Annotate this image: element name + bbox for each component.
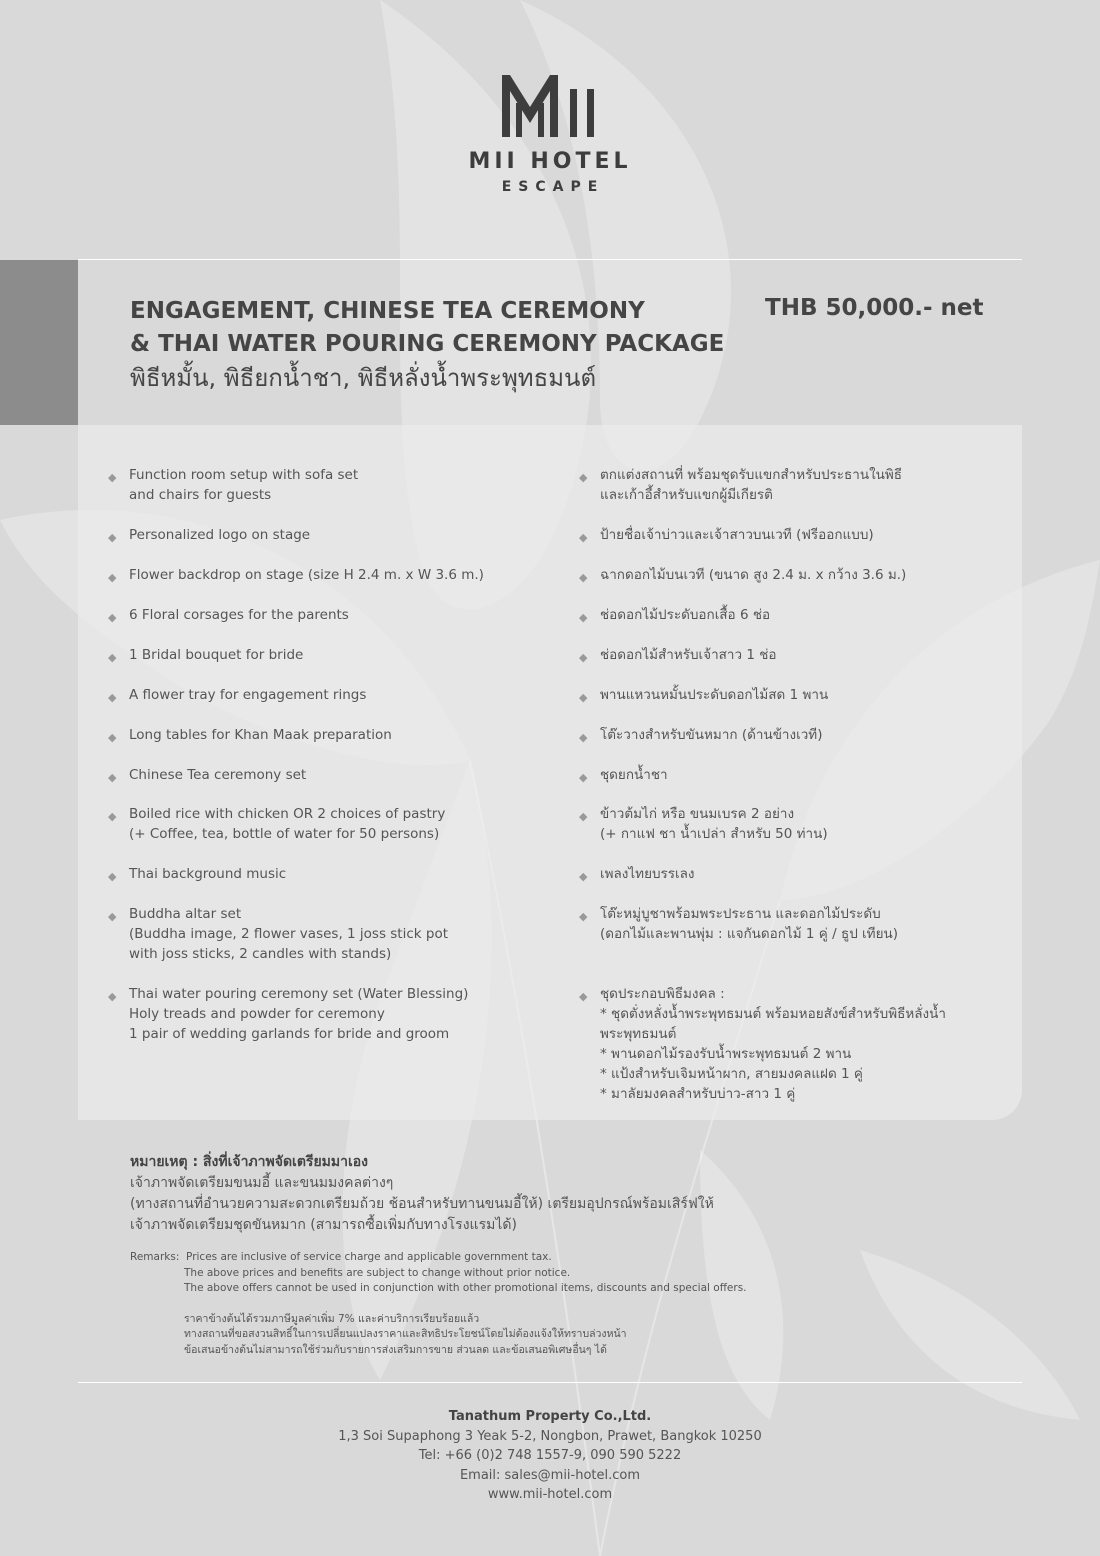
inclusion-item bbox=[579, 984, 946, 1104]
package-price: THB 50,000.- net bbox=[765, 295, 984, 321]
inclusion-item bbox=[579, 465, 903, 505]
inclusion-line: with joss sticks, 2 candles with stands) bbox=[129, 946, 392, 962]
inclusion-item bbox=[108, 565, 484, 585]
bullet-diamond-icon: ◆ bbox=[579, 810, 588, 823]
inclusion-item bbox=[579, 525, 874, 545]
inclusion-line: ตกแต่งสถานที่ พร้อมชุดรับแขกสำหรับประธานในพิธี bbox=[600, 467, 903, 483]
inclusion-line: และเก้าอี้สำหรับแขกผู้มีเกียรติ bbox=[600, 487, 773, 503]
inclusion-line: and chairs for guests bbox=[129, 487, 272, 503]
inclusion-item bbox=[108, 904, 449, 964]
bullet-diamond-icon: ◆ bbox=[579, 471, 588, 484]
remarks-line-thai: ทางสถานที่ขอสงวนสิทธิ์ในการเปลี่ยนแปลงราคาและสิทธิประโยชน์โดยไม่ต้องแจ้งให้ทราบล่วงหน้า bbox=[184, 1328, 627, 1340]
inclusion-item bbox=[579, 565, 907, 585]
brand-subtitle: ESCAPE bbox=[501, 179, 605, 195]
remarks-line: The above prices and benefits are subject to change without prior notice. bbox=[184, 1266, 571, 1279]
inclusion-line: Holy treads and powder for ceremony bbox=[129, 1006, 385, 1022]
side-accent-tab bbox=[0, 260, 78, 425]
bullet-diamond-icon: ◆ bbox=[108, 990, 117, 1003]
inclusion-line: โต๊ะหมู่บูชาพร้อมพระประธาน และดอกไม้ประดับ bbox=[600, 906, 881, 922]
bullet-diamond-icon: ◆ bbox=[108, 611, 117, 624]
inclusion-line: Buddha altar set bbox=[129, 906, 242, 922]
company-phone: Tel: +66 (0)2 748 1557-9, 090 590 5222 bbox=[418, 1448, 682, 1463]
bullet-diamond-icon: ◆ bbox=[579, 611, 588, 624]
inclusion-line: เพลงไทยบรรเลง bbox=[600, 866, 695, 882]
company-name: Tanathum Property Co.,Ltd. bbox=[448, 1409, 652, 1424]
inclusion-item bbox=[579, 904, 898, 944]
inclusion-line: พานแหวนหมั้นประดับดอกไม้สด 1 พาน bbox=[600, 687, 829, 703]
inclusion-line: Personalized logo on stage bbox=[129, 527, 311, 543]
inclusion-line: Boiled rice with chicken OR 2 choices of pastry bbox=[129, 806, 446, 822]
inclusion-line: * ชุดตั่งหลั่งน้ำพระพุทธมนต์ พร้อมหอยสังข์สำหรับพิธีหลั่งน้ำ bbox=[600, 1006, 946, 1022]
bullet-diamond-icon: ◆ bbox=[108, 910, 117, 923]
inclusion-item bbox=[108, 765, 307, 785]
inclusion-item bbox=[108, 804, 446, 844]
note-line: เจ้าภาพจัดเตรียมชุดขันหมาก (สามารถซื้อเพิ่มกับทางโรงแรมได้) bbox=[130, 1217, 517, 1233]
title-line-1: ENGAGEMENT, CHINESE TEA CEREMONY bbox=[130, 298, 645, 324]
footer-divider bbox=[78, 1382, 1022, 1383]
inclusion-item bbox=[108, 864, 287, 884]
inclusion-line: พระพุทธมนต์ bbox=[600, 1026, 677, 1042]
inclusion-line: ชุดประกอบพิธีมงคล : bbox=[600, 986, 725, 1002]
inclusion-item bbox=[579, 605, 771, 625]
footer bbox=[0, 1407, 1100, 1505]
bullet-diamond-icon: ◆ bbox=[579, 771, 588, 784]
inclusion-item bbox=[108, 725, 392, 745]
inclusion-line: ช่อดอกไม้ประดับอกเสื้อ 6 ช่อ bbox=[600, 607, 771, 623]
inclusion-line: * มาลัยมงคลสำหรับบ่าว-สาว 1 คู่ bbox=[600, 1086, 796, 1102]
bullet-diamond-icon: ◆ bbox=[108, 810, 117, 823]
inclusion-line: Chinese Tea ceremony set bbox=[129, 767, 307, 783]
inclusion-item bbox=[108, 525, 311, 545]
inclusion-line: 1 Bridal bouquet for bride bbox=[129, 647, 304, 663]
inclusion-item bbox=[108, 645, 304, 665]
bullet-diamond-icon: ◆ bbox=[579, 990, 588, 1003]
host-note bbox=[130, 1152, 714, 1236]
inclusion-line: * แป้งสำหรับเจิมหน้าผาก, สายมงคลแฝด 1 คู่ bbox=[600, 1066, 863, 1082]
remarks-label: Remarks: bbox=[130, 1251, 180, 1263]
inclusion-line: * พานดอกไม้รองรับน้ำพระพุทธมนต์ 2 พาน bbox=[600, 1046, 852, 1062]
inclusion-item bbox=[579, 765, 668, 785]
inclusion-line: 1 pair of wedding garlands for bride and groom bbox=[129, 1026, 450, 1042]
bullet-diamond-icon: ◆ bbox=[579, 651, 588, 664]
company-email[interactable]: Email: sales@mii-hotel.com bbox=[459, 1467, 641, 1483]
inclusion-line: Thai background music bbox=[129, 866, 287, 882]
inclusion-line: A flower tray for engagement rings bbox=[129, 687, 367, 703]
hotel-logo bbox=[0, 75, 1100, 195]
remarks-line-thai: ข้อเสนอข้างต้นไม่สามารถใช้ร่วมกับรายการส่งเสริมการขาย ส่วนลด และข้อเสนอพิเศษอื่นๆ ได้ bbox=[184, 1343, 607, 1356]
bullet-diamond-icon: ◆ bbox=[108, 531, 117, 544]
bullet-diamond-icon: ◆ bbox=[579, 531, 588, 544]
company-address: 1,3 Soi Supaphong 3 Yeak 5-2, Nongbon, Prawet, Bangkok 10250 bbox=[338, 1428, 762, 1444]
bullet-diamond-icon: ◆ bbox=[579, 910, 588, 923]
inclusion-line: ป้ายชื่อเจ้าบ่าวและเจ้าสาวบนเวที (ฟรีออกแบบ) bbox=[600, 527, 874, 543]
inclusion-item bbox=[108, 984, 469, 1044]
title-line-2: & THAI WATER POURING CEREMONY PACKAGE bbox=[130, 331, 725, 357]
note-line: (ทางสถานที่อำนวยความสะดวกเตรียมถ้วย ช้อนสำหรับทานขนมอี้ให้) เตรียมอุปกรณ์พร้อมเสิร์ฟให้ bbox=[130, 1196, 714, 1212]
inclusion-line: Function room setup with sofa set bbox=[129, 467, 359, 483]
mii-monogram-icon bbox=[502, 75, 598, 137]
inclusion-line: ช่อดอกไม้สำหรับเจ้าสาว 1 ช่อ bbox=[600, 647, 777, 663]
inclusion-item bbox=[579, 725, 823, 745]
inclusion-line: ข้าวต้มไก่ หรือ ขนมเบรค 2 อย่าง bbox=[600, 806, 795, 822]
title-thai: พิธีหมั้น, พิธียกน้ำชา, พิธีหลั่งน้ำพระพุทธมนต์ bbox=[130, 364, 597, 392]
bullet-diamond-icon: ◆ bbox=[579, 731, 588, 744]
inclusion-line: Long tables for Khan Maak preparation bbox=[129, 727, 392, 743]
bullet-diamond-icon: ◆ bbox=[108, 571, 117, 584]
inclusion-item bbox=[108, 605, 349, 625]
note-heading: หมายเหตุ : สิ่งที่เจ้าภาพจัดเตรียมมาเอง bbox=[130, 1154, 368, 1170]
remarks-line-thai: ราคาข้างต้นได้รวมภาษีมูลค่าเพิ่ม 7% และค่าบริการเรียบร้อยแล้ว bbox=[184, 1312, 480, 1325]
inclusion-line: (ดอกไม้และพานพุ่ม : แจกันดอกไม้ 1 คู่ / ธูป เทียน) bbox=[600, 926, 898, 942]
inclusion-item bbox=[108, 685, 367, 705]
inclusion-line: ชุดยกน้ำชา bbox=[600, 767, 668, 783]
bullet-diamond-icon: ◆ bbox=[108, 471, 117, 484]
inclusion-item bbox=[579, 645, 777, 665]
inclusion-line: ฉากดอกไม้บนเวที (ขนาด สูง 2.4 ม. x กว้าง 3.6 ม.) bbox=[600, 567, 907, 583]
bullet-diamond-icon: ◆ bbox=[108, 870, 117, 883]
bullet-diamond-icon: ◆ bbox=[108, 691, 117, 704]
inclusion-item bbox=[579, 864, 695, 884]
inclusion-item bbox=[579, 685, 829, 705]
bullet-diamond-icon: ◆ bbox=[579, 571, 588, 584]
bullet-diamond-icon: ◆ bbox=[108, 651, 117, 664]
company-website[interactable]: www.mii-hotel.com bbox=[487, 1487, 613, 1502]
remarks-line: The above offers cannot be used in conjunction with other promotional items, discounts and special offers. bbox=[184, 1282, 747, 1294]
note-line: เจ้าภาพจัดเตรียมขนมอี้ และขนมมงคลต่างๆ bbox=[130, 1175, 394, 1191]
inclusion-line: 6 Floral corsages for the parents bbox=[129, 607, 349, 623]
inclusion-line: (Buddha image, 2 flower vases, 1 joss stick pot bbox=[129, 926, 449, 942]
bullet-diamond-icon: ◆ bbox=[108, 731, 117, 744]
remarks bbox=[130, 1250, 747, 1358]
brand-name: MII HOTEL bbox=[468, 149, 632, 174]
bullet-diamond-icon: ◆ bbox=[579, 870, 588, 883]
remarks-line: Prices are inclusive of service charge and applicable government tax. bbox=[186, 1251, 552, 1263]
header-divider bbox=[78, 259, 1022, 260]
inclusion-line: (+ Coffee, tea, bottle of water for 50 persons) bbox=[129, 826, 440, 842]
inclusion-line: (+ กาแฟ ชา น้ำเปล่า สำหรับ 50 ท่าน) bbox=[600, 826, 828, 842]
inclusion-line: โต๊ะวางสำหรับขันหมาก (ด้านข้างเวที) bbox=[600, 727, 823, 743]
inclusion-line: Thai water pouring ceremony set (Water Blessing) bbox=[129, 986, 469, 1002]
inclusion-item bbox=[108, 465, 359, 505]
bullet-diamond-icon: ◆ bbox=[579, 691, 588, 704]
bullet-diamond-icon: ◆ bbox=[108, 771, 117, 784]
inclusion-item bbox=[579, 804, 828, 844]
inclusion-line: Flower backdrop on stage (size H 2.4 m. x W 3.6 m.) bbox=[129, 567, 484, 583]
